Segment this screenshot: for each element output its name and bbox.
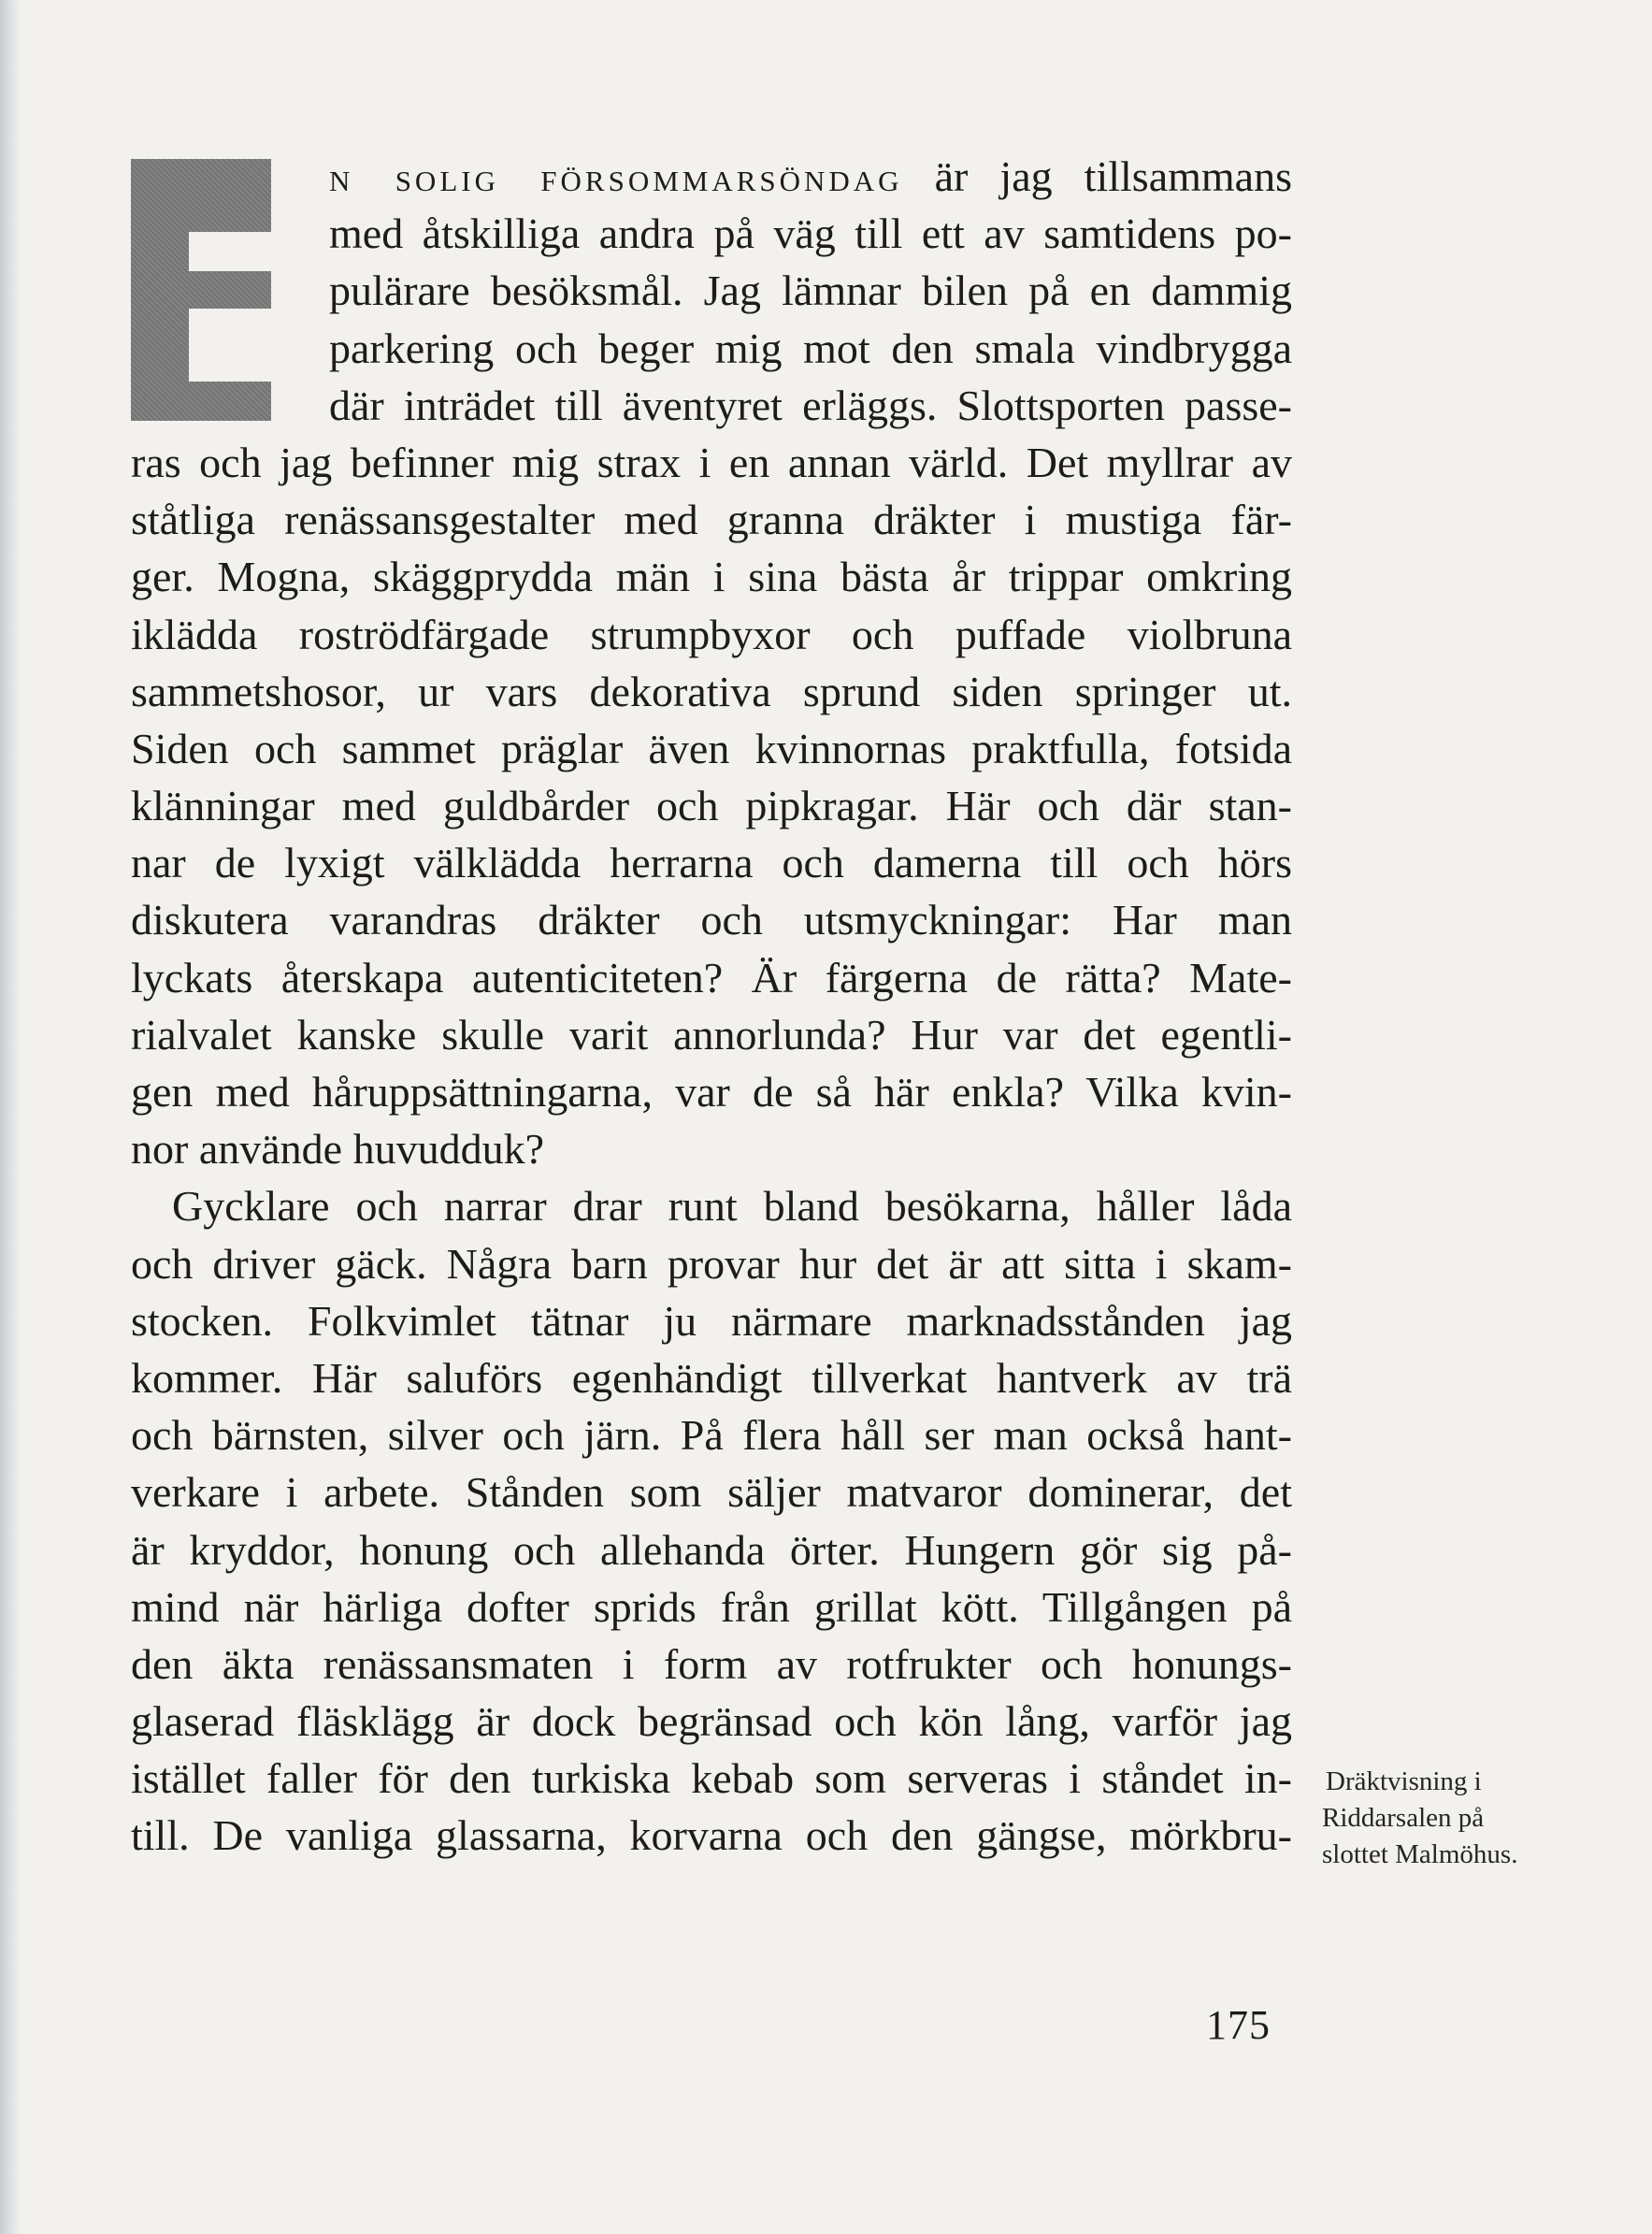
text-line-17: gen med håruppsättningarna, var de så här enkla? Vilka kvin- (131, 1068, 1292, 1116)
text-line-29: istället faller för den turkiska kebab som serveras i ståndet in- (131, 1754, 1292, 1803)
body-text (131, 148, 1292, 1865)
text-line-22: kommer. Här saluförs egenhändigt tillverkat hantverk av trä (131, 1353, 1292, 1402)
text-line-30: till. De vanliga glassarna, korvarna och den gängse, mörkbru- (131, 1811, 1292, 1860)
text-line-1 (131, 148, 1292, 205)
text-line-11: Siden och sammet präglar även kvinnornas praktfulla, fotsida (131, 724, 1292, 772)
text-line-9: iklädda roströdfärgade strumpbyxor och puffade violbruna (131, 610, 1292, 658)
text-line-28: glaserad fläskläg​g är dock begränsad och kön lång, varför jag (131, 1697, 1292, 1746)
text-line-24: verkare i arbete. Stånden som säljer matvaror dominerar, det (131, 1468, 1292, 1517)
text-line-2: med åtskilliga andra på väg till ett av samtidens po- (329, 209, 1292, 258)
text-line-4: parkering och beger mig mot den smala vindbrygga (329, 324, 1292, 372)
text-line-8: ger. Mogna, skäggprydda män i sina bästa år trippar omkring (131, 553, 1292, 601)
text-line-18: nor använde huvudduk? (131, 1125, 544, 1174)
text-line-1-rest: är jag tillsammans (902, 152, 1292, 200)
text-line-13: nar de lyxigt välklädda herrarna och damerna till och hörs (131, 839, 1292, 887)
opening-smallcaps: N SOLIG FÖRSOMMARSÖNDAG (329, 165, 903, 197)
text-line-26: mind när härliga dofter sprids från grillat kött. Tillgången på (131, 1582, 1292, 1631)
text-line-19: Gycklare och narrar drar runt bland besökarna, håller låda (172, 1182, 1292, 1231)
caption-line-1: Dräktvisning i (1326, 1766, 1482, 1796)
text-line-6: ras och jag befinner mig strax i en annan värld. Det myllrar av (131, 438, 1292, 486)
text-line-23: och bärnsten, silver och järn. På flera håll ser man också hant- (131, 1411, 1292, 1460)
text-line-5: där inträdet till äventyret erläggs. Slottsporten passe- (329, 381, 1292, 429)
text-line-10: sammetshosor, ur vars dekorativa sprund siden springer ut. (131, 667, 1292, 715)
text-line-15: lyckats återskapa autenticiteten? Är färgerna de rätta? Mate- (131, 953, 1292, 1002)
text-line-27: den äkta renässansmaten i form av rotfrukter och honungs- (131, 1639, 1292, 1688)
text-line-7: ståtliga renässansgestalter med granna dräkter i mustiga fär- (131, 496, 1292, 544)
caption-line-3: slottet Malmöhus. (1322, 1839, 1518, 1869)
text-line-12: klänningar med guldbårder och pipkragar. Här och där stan- (131, 782, 1292, 830)
text-line-20: och driver gäck. Några barn provar hur det är att sitta i skam- (131, 1239, 1292, 1288)
scan-edge (0, 0, 21, 2234)
text-line-21: stocken. Folkvimlet tätnar ju närmare marknadsstånden jag (131, 1296, 1292, 1345)
text-line-14: diskutera varandras dräkter och utsmyckningar: Har man (131, 896, 1292, 944)
caption-line-2: Riddarsalen på (1322, 1803, 1485, 1833)
text-line-25: är kryddor, honung och allehanda örter. Hungern gör sig på- (131, 1525, 1292, 1574)
margin-caption (1322, 1764, 1602, 1873)
page-number: 175 (1206, 2002, 1271, 2048)
text-line-3: pulärare besöksmål. Jag lämnar bilen på en dammig (329, 267, 1292, 315)
text-line-16: rialvalet kanske skulle varit annorlunda? Hur var det egentli- (131, 1010, 1292, 1059)
